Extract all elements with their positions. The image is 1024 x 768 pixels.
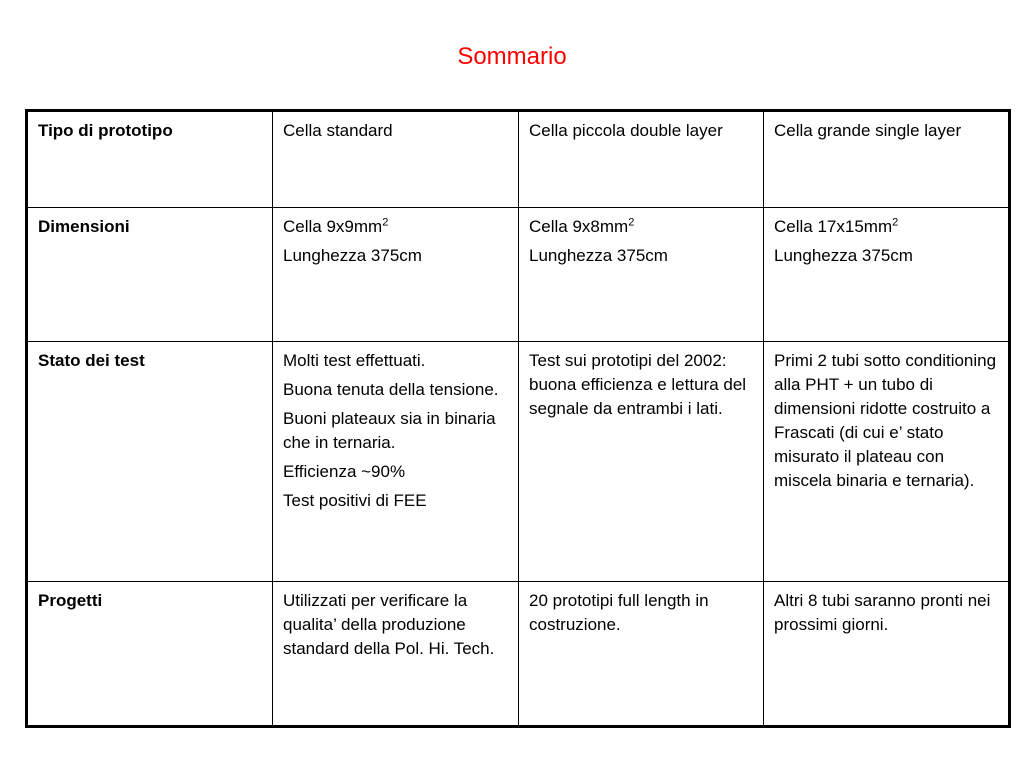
cell-dimensioni-grande [764,208,1010,342]
row-header-progetti: Progetti [27,582,273,727]
test-note: Buona tenuta della tensione. [283,380,499,399]
table-row-tipo [27,111,1010,208]
row-header-dimensioni: Dimensioni [27,208,273,342]
cell-progetti-piccola: 20 prototipi full length in costruzione. [519,582,764,727]
cell-length: Lunghezza 375cm [283,246,422,265]
cell-progetti-grande: Altri 8 tubi saranno pronti nei prossimi giorni. [764,582,1010,727]
table-row-dimensioni [27,208,1010,342]
row-header-stato: Stato dei test [27,342,273,582]
test-note: Buoni plateaux sia in binaria che in ternaria. [283,409,496,452]
cell-dimensioni-piccola [519,208,764,342]
cell-tipo-piccola: Cella piccola double layer [519,111,764,208]
cell-size: Cella $17x15mm^2$ [774,216,899,236]
cell-stato-grande: Primi 2 tubi sotto conditioning alla PHT + un tubo di dimensioni ridotte costruito a Frascati (di cui e’ stato misurato il plateau con miscela binaria e ternaria). [764,342,1010,582]
cell-dimensioni-standard [273,208,519,342]
cell-length: Lunghezza 375cm [529,246,668,265]
cell-length: Lunghezza 375cm [774,246,913,265]
cell-size: Cella $9x8mm^2$ [529,216,635,236]
cell-progetti-standard: Utilizzati per verificare la qualita’ della produzione standard della Pol. Hi. Tech. [273,582,519,727]
summary-table [25,109,1011,728]
test-note: Efficienza ~90% [283,462,406,481]
cell-tipo-grande: Cella grande single layer [764,111,1010,208]
cell-tipo-standard: Cella standard [273,111,519,208]
test-note: Molti test effettuati. [283,351,426,370]
slide-title: Sommario [457,43,567,70]
row-header-tipo: Tipo di prototipo [27,111,273,208]
cell-stato-piccola: Test sui prototipi del 2002: buona efficienza e lettura del segnale da entrambi i lati. [519,342,764,582]
table-row-stato [27,342,1010,582]
table-row-progetti [27,582,1010,727]
cell-stato-standard [273,342,519,582]
test-note: Test positivi di FEE [283,491,427,510]
cell-size: Cella $9x9mm^2$ [283,216,389,236]
